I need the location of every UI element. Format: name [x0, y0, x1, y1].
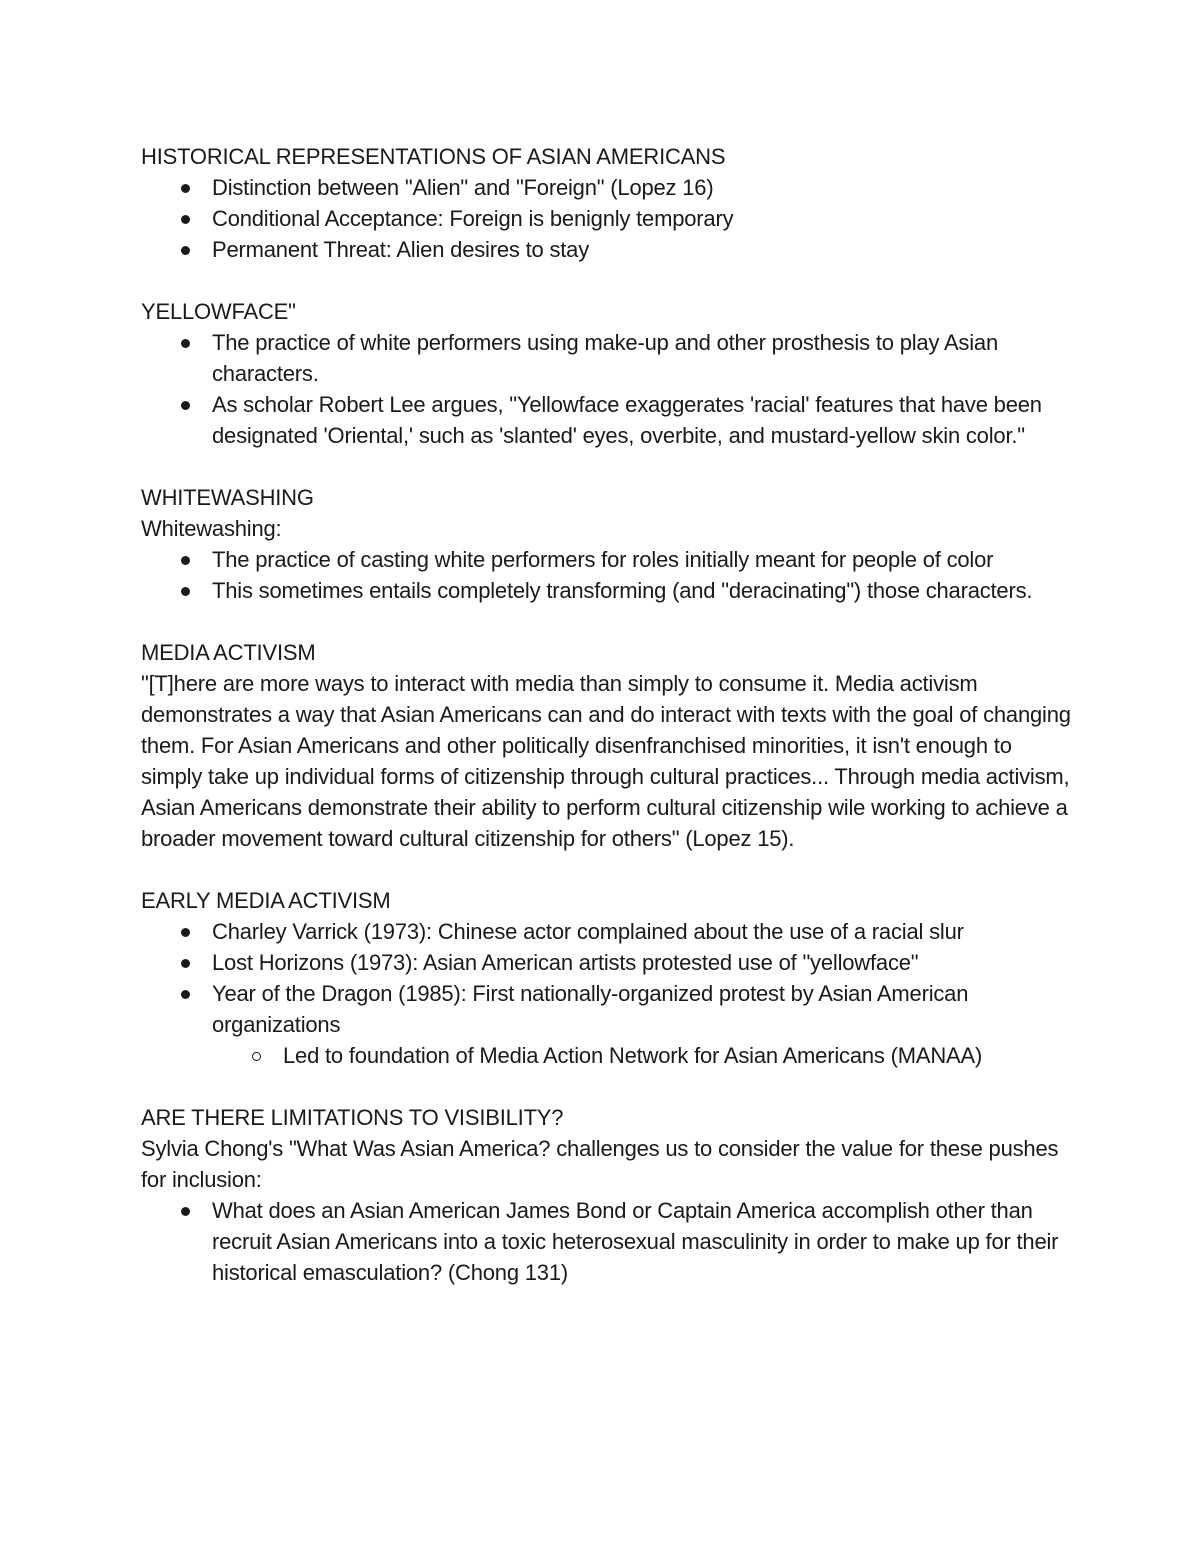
bullet-item: [141, 327, 1071, 389]
bullet-text: As scholar Robert Lee argues, "Yellowface exaggerates 'racial' features that have been designated 'Oriental,' such as 'slanted' eyes, overbite, and mustard-yellow skin color.": [212, 392, 1042, 448]
bullet-item: [141, 947, 1071, 978]
bullet-text: Distinction between "Alien" and "Foreign" (Lopez 16): [212, 175, 714, 200]
bullet-list: [141, 172, 1071, 265]
section-heading: YELLOWFACE": [141, 299, 296, 324]
section-yellowface: [141, 296, 1071, 451]
bullet-text: Lost Horizons (1973): Asian American artists protested use of "yellowface": [212, 950, 919, 975]
bullet-icon: [181, 184, 190, 193]
quote-paragraph: "[T]here are more ways to interact with media than simply to consume it. Media activism demonstrates a way that Asian Americans can and do interact with texts with the goal of changing them. For Asian Americans and other politically disenfranchised minorities, it isn't enough to simply take up individual forms of citizenship through cultural practices... Through media activism, Asian Americans demonstrate their ability to perform cultural citizenship wile working to achieve a broader movement toward cultural citizenship for others" (Lopez 15).: [141, 671, 1071, 851]
section-heading: ARE THERE LIMITATIONS TO VISIBILITY?: [141, 1105, 564, 1130]
bullet-list: [141, 327, 1071, 451]
document-page: [141, 141, 1071, 1288]
bullet-item: [141, 1195, 1071, 1288]
section-early-media-activism: [141, 885, 1071, 1071]
bullet-text: What does an Asian American James Bond or Captain America accomplish other than recruit Asian Americans into a toxic heterosexual masculinity in order to make up for their historical emasculation? (Chong 131): [212, 1198, 1059, 1285]
section-heading: EARLY MEDIA ACTIVISM: [141, 888, 391, 913]
bullet-text: Year of the Dragon (1985): First nationally-organized protest by Asian American organizations: [212, 981, 969, 1037]
bullet-icon: [181, 928, 190, 937]
bullet-icon: [181, 215, 190, 224]
sub-bullet-item: [212, 1040, 1071, 1071]
section-intro: Whitewashing:: [141, 516, 282, 541]
bullet-list: [141, 1195, 1071, 1288]
bullet-item: [141, 544, 1071, 575]
bullet-item: [141, 978, 1071, 1071]
bullet-item: [141, 234, 1071, 265]
bullet-item: [141, 203, 1071, 234]
bullet-text: Conditional Acceptance: Foreign is benignly temporary: [212, 206, 734, 231]
section-heading: MEDIA ACTIVISM: [141, 640, 316, 665]
section-whitewashing: [141, 482, 1071, 606]
section-heading: HISTORICAL REPRESENTATIONS OF ASIAN AMERICANS: [141, 144, 726, 169]
bullet-item: [141, 389, 1071, 451]
section-historical-representations: [141, 141, 1071, 265]
hollow-circle-bullet-icon: [252, 1052, 261, 1061]
bullet-text: The practice of casting white performers for roles initially meant for people of color: [212, 547, 994, 572]
bullet-text: The practice of white performers using make-up and other prosthesis to play Asian characters.: [212, 330, 998, 386]
bullet-text: This sometimes entails completely transforming (and "deracinating") those characters.: [212, 578, 1033, 603]
section-limitations-to-visibility: [141, 1102, 1071, 1288]
sub-bullet-text: Led to foundation of Media Action Network for Asian Americans (MANAA): [283, 1043, 983, 1068]
bullet-item: [141, 172, 1071, 203]
bullet-icon: [181, 246, 190, 255]
bullet-icon: [181, 1207, 190, 1216]
bullet-icon: [181, 556, 190, 565]
bullet-icon: [181, 959, 190, 968]
bullet-icon: [181, 990, 190, 999]
bullet-item: [141, 575, 1071, 606]
section-media-activism: [141, 637, 1071, 854]
bullet-list: [141, 916, 1071, 1071]
bullet-text: Permanent Threat: Alien desires to stay: [212, 237, 589, 262]
bullet-list: [141, 544, 1071, 606]
bullet-icon: [181, 339, 190, 348]
bullet-icon: [181, 587, 190, 596]
sub-bullet-list: [212, 1040, 1071, 1071]
section-intro: Sylvia Chong's "What Was Asian America? challenges us to consider the value for these pushes for inclusion:: [141, 1136, 1059, 1192]
bullet-item: [141, 916, 1071, 947]
bullet-text: Charley Varrick (1973): Chinese actor complained about the use of a racial slur: [212, 919, 964, 944]
bullet-icon: [181, 401, 190, 410]
section-heading: WHITEWASHING: [141, 485, 314, 510]
